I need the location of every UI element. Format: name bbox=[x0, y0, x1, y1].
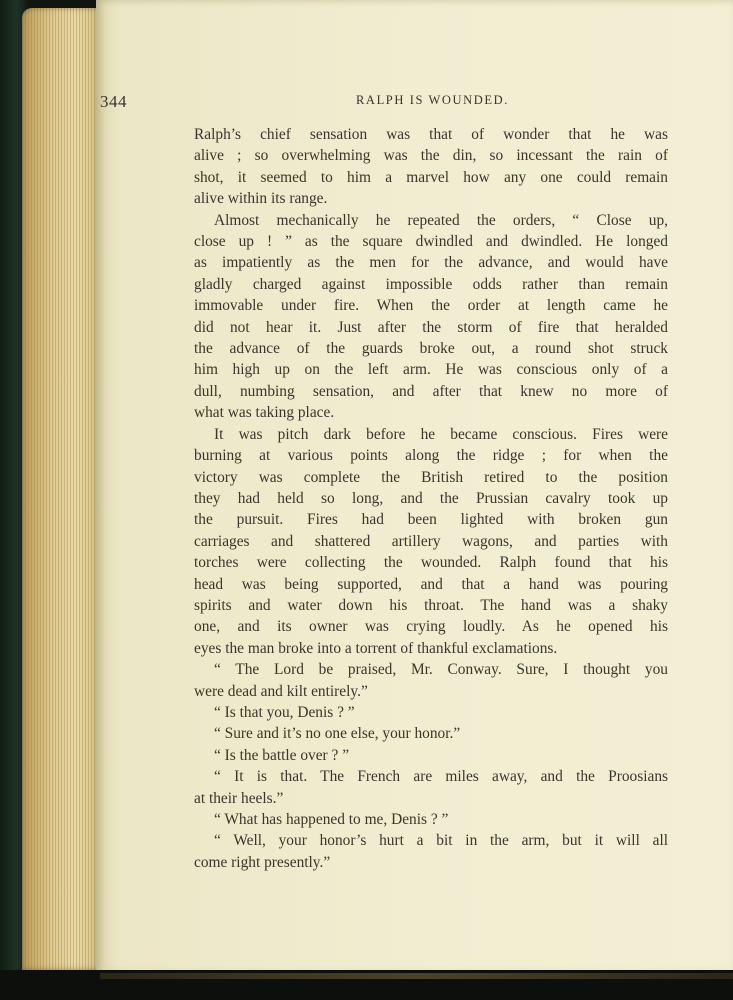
text-line: were dead and kilt entirely.” bbox=[194, 682, 368, 700]
text-line: carriages and shattered artillery wagons, and parties with bbox=[194, 532, 668, 550]
text-line: they had held so long, and the Prussian cavalry took up bbox=[194, 489, 668, 507]
bottom-shadow bbox=[0, 970, 733, 1000]
text-line: burning at various points along the ridge ; for when the bbox=[194, 447, 668, 465]
text-line: shot, it seemed to him a marvel how any one could remain bbox=[194, 168, 668, 186]
text-line: gladly charged against impossible odds rather than remain bbox=[194, 275, 668, 293]
text-line: one, and its owner was crying loudly. As he opened his bbox=[194, 618, 668, 636]
page-header bbox=[100, 90, 620, 114]
page-block-edges bbox=[22, 8, 98, 970]
text-line: “ Is that you, Denis ? ” bbox=[214, 703, 355, 721]
text-line: the advance of the guards broke out, a round shot struck bbox=[194, 340, 668, 358]
text-line: immovable under fire. When the order at length came he bbox=[194, 297, 668, 315]
text-line: come right presently.” bbox=[194, 853, 331, 871]
text-line: “ Well, your honor’s hurt a bit in the arm, but it will all bbox=[214, 832, 668, 850]
text-line: eyes the man broke into a torrent of thankful exclamations. bbox=[194, 639, 558, 657]
text-line: “ Is the battle over ? ” bbox=[214, 746, 350, 764]
text-line: alive ; so overwhelming was the din, so incessant the rain of bbox=[194, 147, 668, 165]
text-line: spirits and water down his throat. The hand was a shaky bbox=[194, 596, 668, 614]
text-line: “ Sure and it’s no one else, your honor.” bbox=[214, 725, 461, 743]
text-line: “ The Lord be praised, Mr. Conway. Sure, I thought you bbox=[214, 661, 668, 679]
body-text bbox=[194, 124, 668, 873]
text-line: him high up on the left arm. He was conscious only of a bbox=[194, 361, 668, 379]
text-line: Almost mechanically he repeated the orders, “ Close up, bbox=[214, 211, 668, 229]
text-line: torches were collecting the wounded. Ralph found that his bbox=[194, 554, 668, 572]
text-line: head was being supported, and that a hand was pouring bbox=[194, 575, 668, 593]
text-line: as impatiently as the men for the advance, and would have bbox=[194, 254, 668, 272]
page-bottom-edge bbox=[100, 973, 733, 979]
text-line: Ralph’s chief sensation was that of wonder that he was bbox=[194, 126, 668, 143]
text-line: “ It is that. The French are miles away, and the Proosians bbox=[214, 768, 668, 786]
text-line: victory was complete the British retired to the position bbox=[194, 468, 668, 486]
running-head: RALPH IS WOUNDED. bbox=[356, 93, 510, 107]
text-line: at their heels.” bbox=[194, 789, 284, 807]
text-line: dull, numbing sensation, and after that knew no more of bbox=[194, 382, 668, 400]
text-line: It was pitch dark before he became conscious. Fires were bbox=[214, 425, 668, 443]
text-line: alive within its range. bbox=[194, 190, 328, 208]
text-line: “ What has happened to me, Denis ? ” bbox=[214, 811, 449, 828]
text-line: what was taking place. bbox=[194, 404, 335, 422]
text-line: did not hear it. Just after the storm of fire that heralded bbox=[194, 318, 668, 336]
text-line: the pursuit. Fires had been lighted with broken gun bbox=[194, 511, 668, 529]
text-line: close up ! ” as the square dwindled and dwindled. He longed bbox=[194, 233, 668, 251]
page-number: 344 bbox=[100, 92, 127, 111]
